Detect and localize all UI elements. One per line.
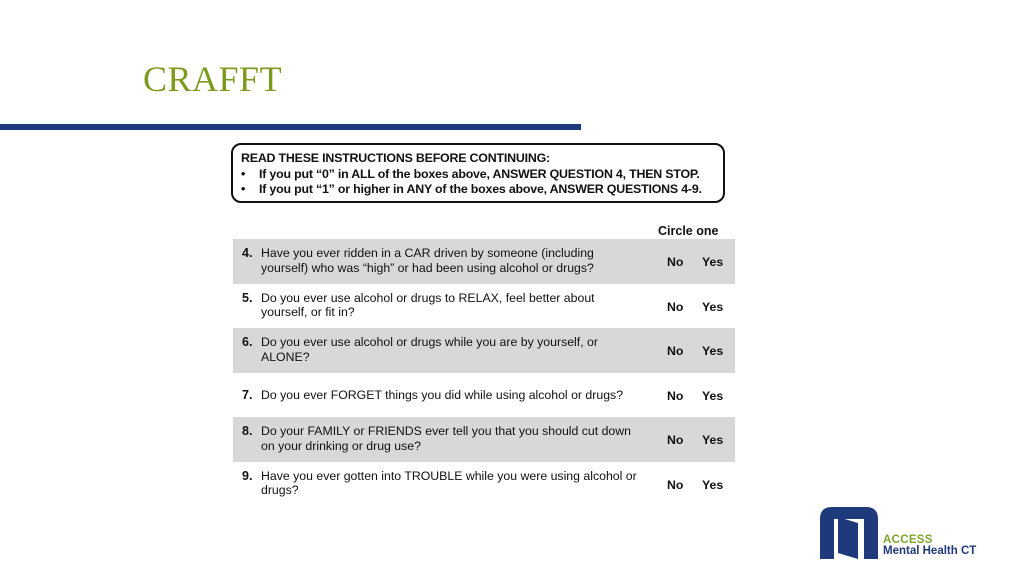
answer-yes[interactable]: Yes — [702, 255, 724, 269]
question-number: 8. — [242, 424, 253, 438]
question-row-6 — [233, 328, 735, 373]
answer-yes[interactable]: Yes — [702, 344, 724, 358]
logo-line-2: Mental Health CT — [883, 545, 977, 557]
answer-yes[interactable]: Yes — [702, 299, 724, 314]
answer-no[interactable]: No — [667, 433, 684, 447]
bullet-icon: • — [241, 166, 246, 181]
question-row-7 — [233, 373, 735, 418]
question-number: 4. — [242, 246, 253, 260]
bullet-icon: • — [241, 182, 246, 196]
question-text: Do you ever use alcohol or drugs while you are by yourself, or ALONE? — [261, 335, 598, 364]
logo-line-1: ACCESS — [883, 534, 933, 546]
logo-text — [883, 535, 976, 557]
answer-yes[interactable]: Yes — [702, 477, 724, 492]
title-rule — [0, 124, 581, 130]
question-number: 9. — [242, 468, 253, 483]
question-text: Do you ever FORGET things you did while using alcohol or drugs? — [261, 387, 624, 402]
question-row-4 — [233, 239, 735, 284]
question-number: 5. — [242, 290, 253, 305]
instructions-heading: READ THESE INSTRUCTIONS BEFORE CONTINUING: — [241, 151, 550, 165]
answer-no[interactable]: No — [667, 477, 684, 492]
instruction-text: If you put “1” or higher in ANY of the boxes above, ANSWER QUESTIONS 4-9. — [259, 182, 702, 196]
instruction-text: If you put “0” in ALL of the boxes above, ANSWER QUESTION 4, THEN STOP. — [259, 166, 700, 181]
question-text: Do your FAMILY or FRIENDS ever tell you that you should cut down on your drinking or drug use? — [261, 424, 631, 453]
instruction-bullet-2 — [241, 182, 723, 198]
question-row-8 — [233, 417, 735, 462]
slide-title: CRAFFT — [143, 59, 283, 99]
answer-no[interactable]: No — [667, 388, 684, 403]
answer-no[interactable]: No — [667, 299, 684, 314]
question-row-9 — [233, 462, 735, 507]
question-list — [233, 239, 735, 506]
instruction-bullet-1 — [241, 167, 723, 183]
question-text: Do you ever use alcohol or drugs to RELAX, feel better about yourself, or fit in? — [261, 290, 595, 319]
answer-yes[interactable]: Yes — [702, 388, 724, 403]
answer-no[interactable]: No — [667, 344, 684, 358]
circle-one-label: Circle one — [658, 224, 719, 238]
door-logo-icon — [818, 505, 880, 559]
question-text: Have you ever ridden in a CAR driven by someone (including yourself) who was “high” or had been using alcohol or drugs? — [261, 246, 594, 275]
question-number: 7. — [242, 387, 253, 402]
question-row-5 — [233, 284, 735, 329]
answer-yes[interactable]: Yes — [702, 433, 724, 447]
question-number: 6. — [242, 335, 253, 349]
answer-no[interactable]: No — [667, 255, 684, 269]
question-text: Have you ever gotten into TROUBLE while you were using alcohol or drugs? — [261, 468, 637, 497]
instructions-box — [231, 143, 725, 203]
